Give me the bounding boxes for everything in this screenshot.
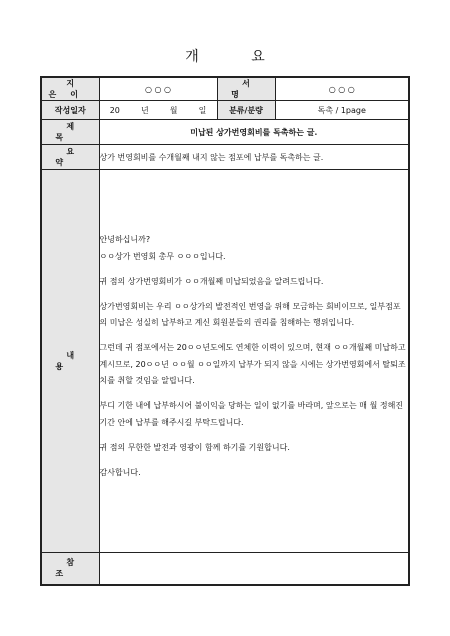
content-row	[41, 170, 409, 553]
subject-row	[41, 120, 409, 145]
reference-label: 참 조	[41, 553, 99, 585]
content-body	[99, 170, 409, 553]
content-paragraph: 감사합니다.	[99, 467, 141, 477]
content-paragraph: 귀 점의 무한한 발전과 영광이 함께 하기를 기원합니다.	[99, 442, 290, 452]
summary-row	[41, 145, 409, 170]
overview-form	[40, 76, 410, 586]
reference-value	[99, 553, 409, 585]
author-value: ○ ○ ○	[99, 77, 217, 101]
subject-value: 미납된 상가번영회비를 독촉하는 글.	[99, 120, 409, 145]
reference-row	[41, 553, 409, 585]
author-row	[41, 77, 409, 101]
content-paragraph: 안녕하십니까? ㅇㅇ상가 번영회 총무 ㅇㅇㅇ입니다.	[99, 235, 226, 261]
date-value: 20 년 월 일	[99, 101, 217, 120]
content-paragraph: 상가번영회비는 우리 ㅇㅇ상가의 발전적인 번영을 위해 모금하는 회비이므로, 일부점포의 미납은 성실히 납부하고 계신 회원분들의 권리를 침해하는 행위입니다.	[99, 301, 401, 328]
document-title: 개 요	[185, 49, 289, 65]
subject-label: 제 목	[41, 120, 99, 145]
category-label: 분류/분량	[217, 101, 275, 120]
content-paragraph: 귀 점의 상가번영회비가 ㅇㅇ개월째 미납되었음을 알려드립니다.	[99, 276, 324, 286]
date-label: 작성일자	[41, 101, 99, 120]
content-paragraph: 그런데 귀 점포에서는 20ㅇㅇ년도에도 연체한 이력이 있으며, 현재 ㅇㅇ개월째 미납하고 계시므로, 20ㅇㅇ년 ㅇㅇ월 ㅇㅇ일까지 납부가 되지 않을 시에는 상가번영회에서 탈퇴조치를 취할 것임을 알립니다.	[99, 343, 406, 386]
signature-label: 서 명	[217, 77, 275, 101]
content-paragraph: 부디 기한 내에 납부하시어 불이익을 당하는 일이 없기를 바라며, 앞으로는 매 월 정해진 기간 안에 납부를 해주시길 부탁드립니다.	[99, 401, 404, 427]
summary-label: 요 약	[41, 145, 99, 170]
author-label: 지은이	[41, 77, 99, 101]
summary-value: 상가 번영회비를 수개월째 내지 않는 점포에 납부를 독촉하는 글.	[99, 145, 409, 170]
date-row	[41, 101, 409, 120]
content-label: 내 용	[41, 170, 99, 553]
signature-value: ○ ○ ○	[275, 77, 409, 101]
category-value: 독촉 / 1page	[275, 101, 409, 120]
